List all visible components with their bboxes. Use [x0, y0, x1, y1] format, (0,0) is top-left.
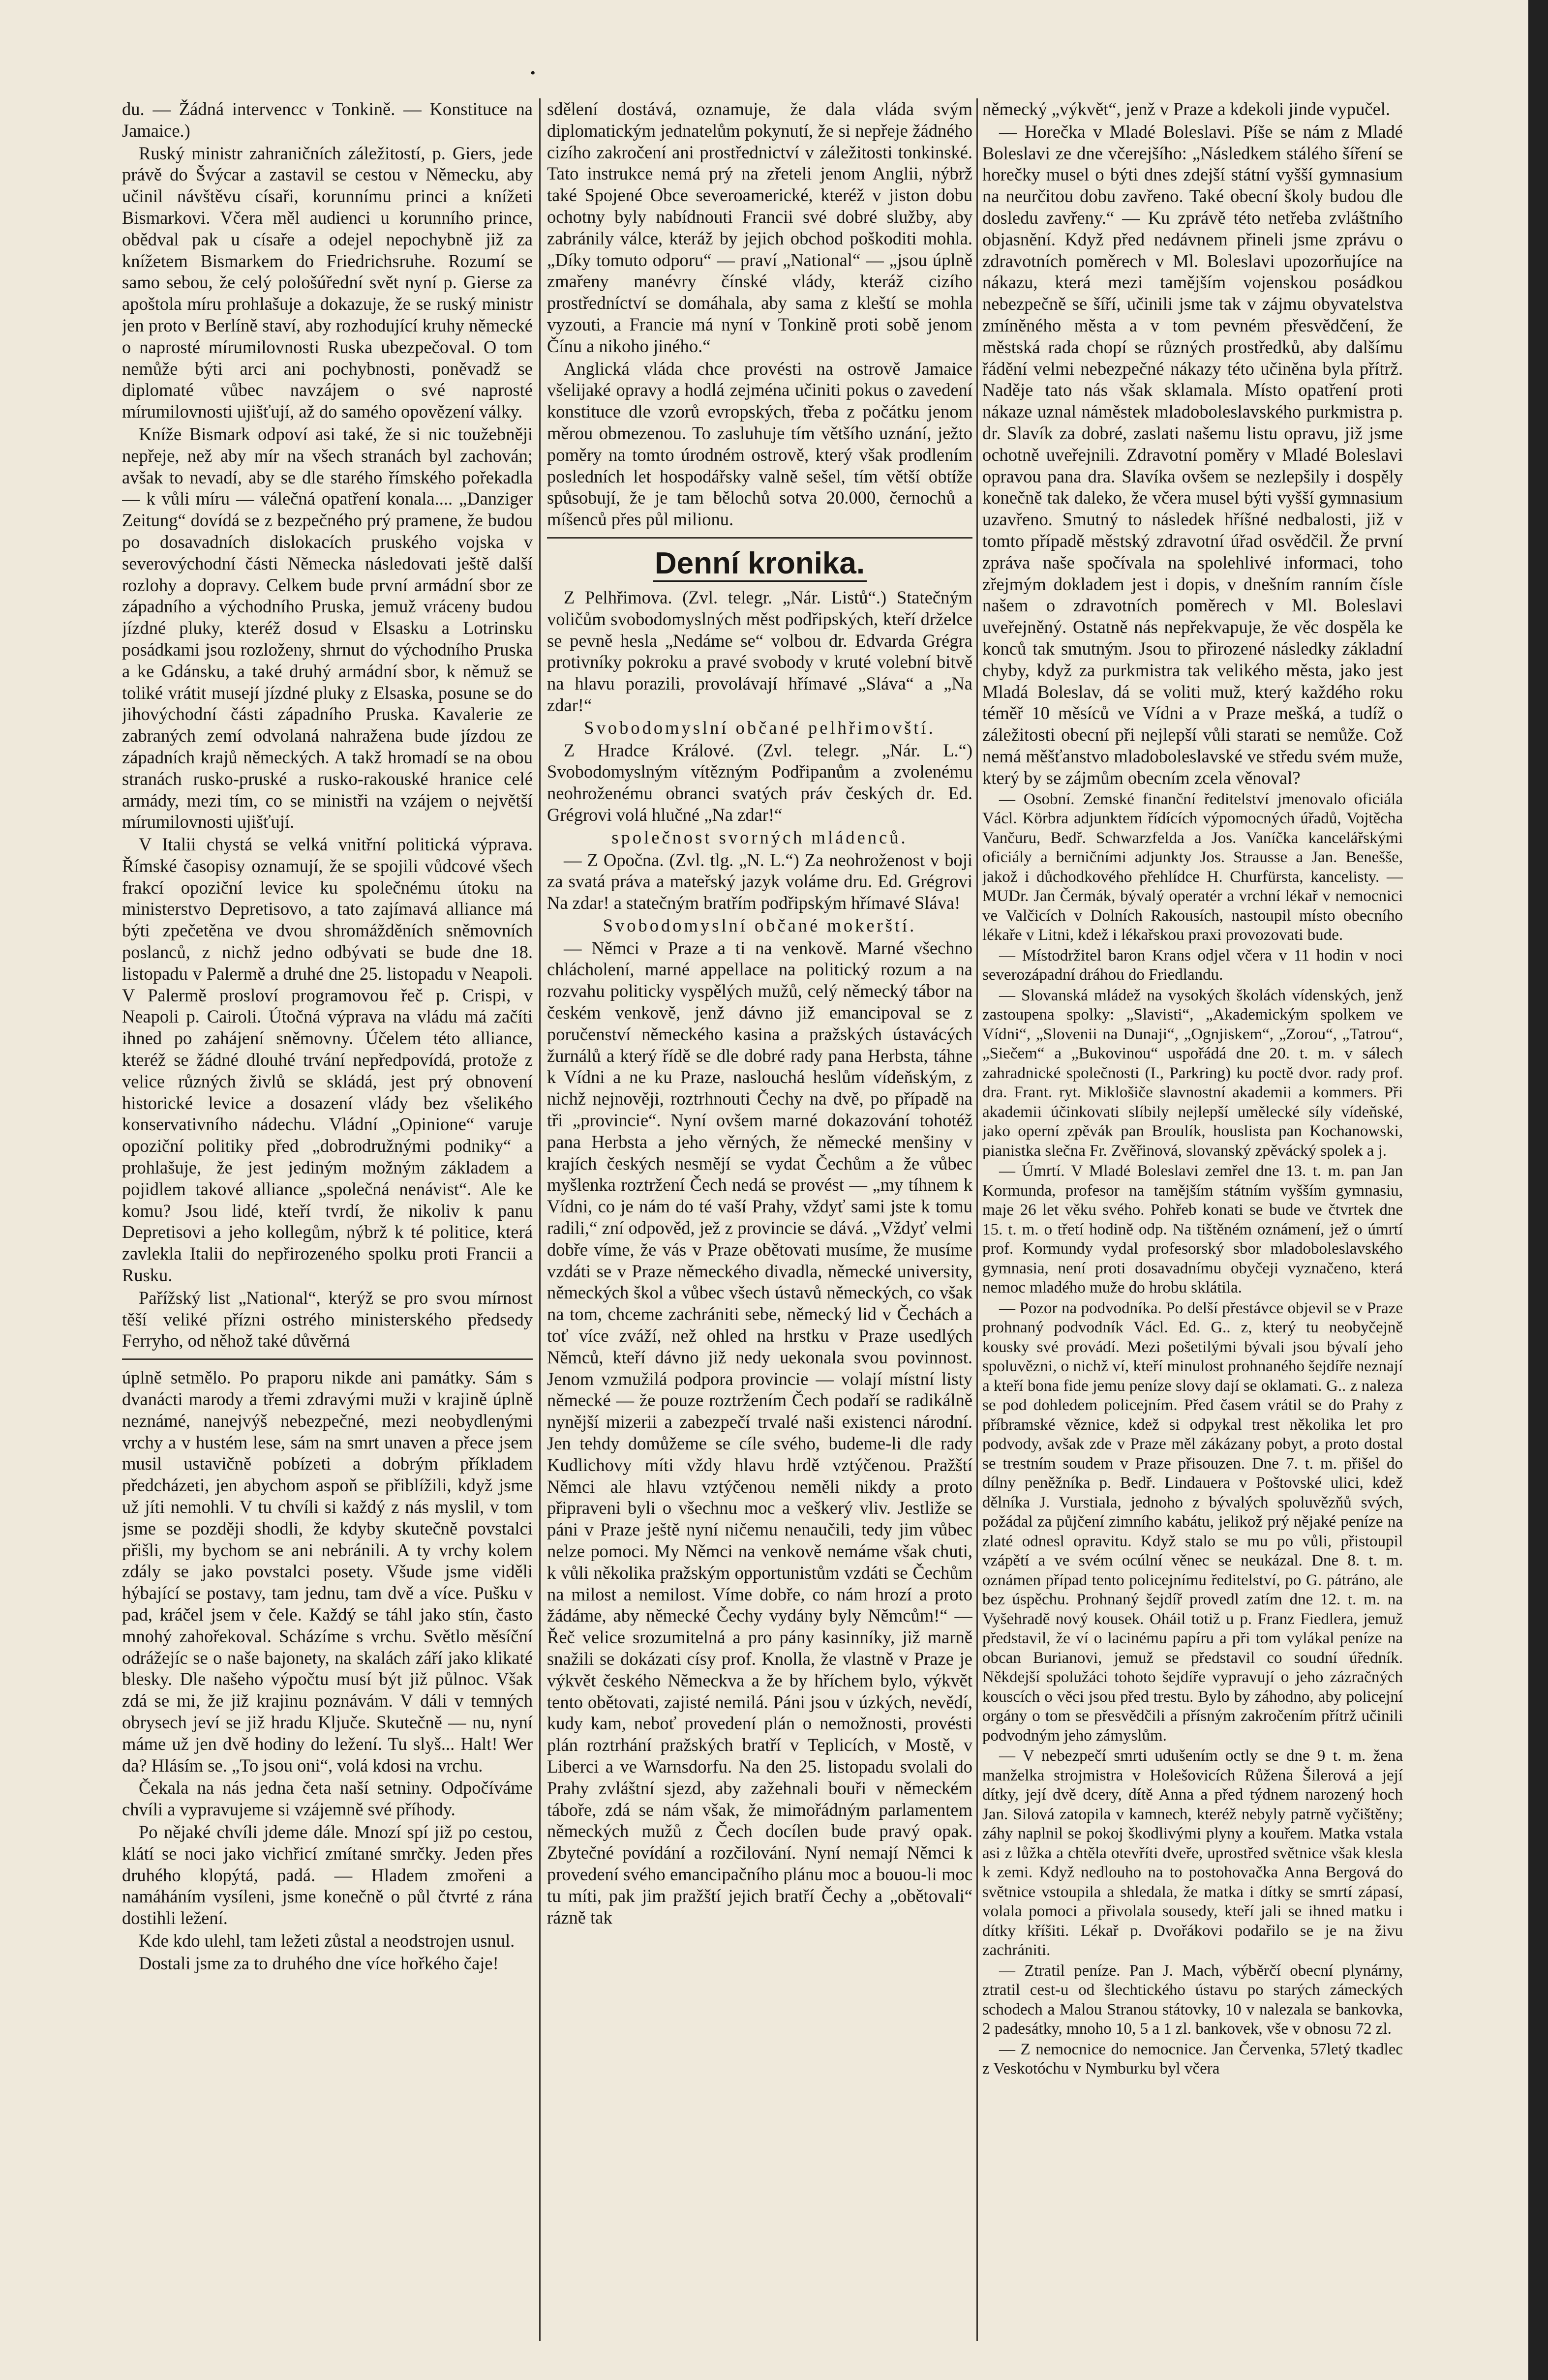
- news-hospital: — Z nemocnice do nemocnice. Jan Červenka, 57letý tkadlec z Veskotóchu v Nymburku byl včera: [982, 2040, 1403, 2078]
- news-swindler: — Pozor na podvodníka. Po delší přestávce objevil se v Praze prohnaný podvodník Václ. Ed. G.. z, který tu neobyčejně kousky své provádí. Mezi pošetilými bývali jsou bývalí jeho spoluvězni, o nichž ví, kteří minulost prohnaného šejdíře neznají a kteří bona fide jemu peníze slovy dají se oklamati. G.. z naleza se pod dohledem policejním. Před časem vrátil se do Prahy z příbramské věznice, kdež si odpykal trest několika let pro podvody, avšak zde v Praze měl zákázany pobyt, a proto dostal se trestním soudem v Praze přisouzen. Dne 7. t. m. přišel do dílny peněžníka p. Bedř. Lindauera v Poštovské ulici, kdež dělníka J. Vurstiala, jednoho z bývalých spoluvězňů svých, požádal za půjčení zimního kabátu, jelikož prý nějaké peníze na zlaté odnesl opravitu. Když stalo se mu po vůli, přistoupil vzápětí a ve svém ocúlní věnec se neukázal. Dne 8. t. m. oznámen případ tento policejnímu ředitelství, po G. pátráno, ale bez úspěchu. Prohnaný šejdíř provedl zatím dne 12. t. m. na Vyšehradě nový kousek. Oháil totiž u p. Franz Fiedlera, jemuž představil, že ví o lacinému papíru a při tom vylákal peníze na obcan Burianovi, jemuž se představil co soudní úředník. Někdejší spolužáci tohoto šejdíře vypravují o jeho zázračných kouscích o věci jsou před trestu. Bylo by záhodno, aby policejní orgány o tom se přesvědčili a přísným zakročením přítrž učinili podvodným jeho zámyslům.: [982, 1299, 1403, 1745]
- paragraph-bismarck: Kníže Bismark odpoví asi také, že si nic toužebněji nepřeje, než aby mír na všech stranách byl zachován; avšak to nevadí, aby se dle starého římského pořekadla — k vůli míru — válečná opatření konala.... „Danziger Zeitung“ dovídá se z bezpečného prý pramene, že budou po dosavadních dislokacích pruského vojska v severovýchodní části Německa následovati ještě další rozlohy a dopravy. Celkem bude první armádní sbor ze západního a východního Pruska, jemuž vráceny budou jízdné pluky, kteréž dosud v Elsasku a Lotrinsku posádkami jsou rozloženy, shrnut do východního Pruska a ke Gdánsku, a také druhý armádní sbor, k němuž se toliké vrátit musejí jízdné pluky z Elsaska, posune se do jihovýchodní části západního Pruska. Kavalerie ze zabraných zemí odvolaná nahražena bude jízdou ze západních krajů německých. A takž hromadí se na obou stranách rusko-pruské a rusko-rakouské hranice celé armády, mezi tím, co se ministři na vzájem o největší mírumilovnosti ujišťují.: [122, 423, 533, 832]
- paragraph-national: Pařížský list „National“, kterýž se pro svou mírnost těší veliké přízni ostrého ministerského předsedy Ferryho, od něhož také důvěrná: [122, 1287, 533, 1351]
- section-heading: Denní kronika.: [547, 545, 972, 582]
- scan-border: [1528, 0, 1548, 2380]
- column-rule: [539, 98, 541, 2341]
- paragraph-russia: Ruský ministr zahraničních záležitostí, p. Giers, jede právě do Švýcar a zastavil se cestou v Německu, aby učinil návštěvu císaři, korunnímu princi a knížeti Bismarkovi. Včera měl audienci u korunního prince, obědval pak u císaře a odejel nepochybně již za knížetem Bismarkem do Friedrichsruhe. Rozumí se samo sebou, že celý pološúřední svět nyní p. Gierse za apoštola míru prohlašuje a dokazuje, že se ruský ministr jen proto v Berlíně staví, aby rozhodující kruhy německé o naprosté mírumilovnosti Ruska ubezpečoval. O tom nemůže býti arci ani pochybnosti, poněvadž se diplomaté vůbec navzájem o své naprosté mírumilovnosti ujišťují, až do samého opovězení války.: [122, 143, 533, 422]
- feuilleton-paragraph: Dostali jsme za to druhého dne více hořkého čaje!: [139, 1953, 499, 1973]
- feuilleton-paragraph: Kde kdo ulehl, tam ležeti zůstal a neodstrojen usnul.: [139, 1930, 515, 1951]
- news-lost-money: — Ztratil peníze. Pan J. Mach, výběrčí obecní plynárny, ztratil cest-u od šlechtického ústavu po starých zámeckých schodech a Malou Stranou státovky, 10 v nalezala se bankovka, 2 padesátky, mnoho 10, 5 a 1 zl. bankovek, vše v obnosu 72 zl.: [982, 1961, 1403, 2038]
- column-3: [982, 98, 1403, 2356]
- paragraph-italy: V Italii chystá se velká vnitřní politická výprava. Římské časopisy oznamují, že se spojili vůdcové všech frakcí opoziční levice ku společnému útoku na ministerstvo Depretisovo, a tato zajímavá alliance má býti zpečetěna ve dvou shromážděních sněmovních poslanců, z nichž jedno odbývati se bude dne 18. listopadu v Palermě a druhé dne 25. listopadu v Neapoli. V Palermě prosloví programovou řeč p. Crispi, v Neapoli p. Cairoli. Útočná výprava na vládu má začíti ihned po zahájení sněmovny. Účelem této alliance, kteréž se žádné dlouhé trvání nepředpovídá, protože z velice různých živlů se skládá, jest prý obnovení historické levice a dosazení vlády bez všelikého konservativního nádechu. Vládní „Opinione“ varuje opoziční politiky před „dobrodružnými podniky“ a prohlašuje, že jest jediným možným základem a pojidlem takové alliance „společná nenávist“. Ale ke komu? Jsou lidé, kteří tvrdí, že nikoliv k panu Depretisovi a jeho kollegům, nýbrž k té politice, která zavlekla Italii do nepřirozeného spolku proti Francii a Rusku.: [122, 834, 533, 1286]
- column-2: [547, 98, 972, 2356]
- column-rule: [976, 98, 978, 2341]
- news-fever: — Horečka v Mladé Boleslavi. Píše se nám z Mladé Boleslavi ze dne včerejšího: „Následkem stálého šíření se horečky musel o býti dnes zdejší státní vyšší gymnasium na neurčitou dobu zavřeno. Také obecní školy budou dle dosledu zavřeny.“ — Ku zprávě této netřeba zvláštního objasnění. Když před nedávnem přineli jsme zprávu o zdravotních poměrech v Ml. Boleslavi upozorňujíce na nákazu, která mezi tamějším vojenskou posádkou nebezpečně se šíří, učinili jsme tak v zájmu obyvatelstva zmíněného města a v tom pevném přesvědčení, že městská rada chopí se různých prostředků, aby dalšímu řádění velmi nebezpečné nákazy této učiněna byla přítrž. Naděje tato nás však sklamala. Místo opatření proti nákaze uznal náměstek mladoboleslavského purkmistra p. dr. Slavík za dobré, zaslati našemu listu opravu, již jsme ochotně uveřejnili. Zdravotní poměry v Mladé Boleslavi opravou pana dra. Slavíka ovšem se nezlepšily i dospěly konečně tak daleko, že včera musel býti vyšší gymnasium uzavřeno. Smutný to následek hříšné nedbalosti, již v tomto případě městský zdravotní úřad osvědčil. Že první zpráva naše spočívala na spolehlivé informaci, toho zřejmým dokladem jest i dopis, v dnešním ranním čísle našem o zdravotních poměrech v Ml. Boleslavi uveřejněný. Ostatně nás nepřekvapuje, že věc dospěla ke konců tak smutným. Jsou to přirozené následky základní chyby, když za purkmistra tak velikého města, jako jest Mladá Boleslav, dá se voliti muž, který každého roku téměř 10 měsíců ve Vídni a v Praze mešká, a tudíž o záležitosti obecní při nejlepší vůli starati se nemůže. Což nemá měšťanstvo mladoboleslavské ve středu svém muže, který by se zájmům obecním zcela věnoval?: [982, 121, 1403, 788]
- paragraph-jamaica: Anglická vláda chce provésti na ostrově Jamaice všelijaké opravy a hodlá zejména učiniti pokus o zavedení konstituce dle vzorů evropských, třeba z počátku jenom měrou obmezenou. To zasluhuje tím většího uznání, ježto poměry na tomto úrodném ostrově, který však prodlením posledních let hospodářsky valně sešel, tím větší obtíže spůsobují, že je tam bělochů sotva 20.000, černochů a míšenců přes půl milionu.: [547, 358, 972, 530]
- telegram-hradec: Z Hradce Králové. (Zvl. telegr. „Nár. L.“) Svobodomyslným vítězným Podřipanům a zvolenému neohroženému obranci svatých práv českých dr. Ed. Grégrovi volá hlučné „Na zdar!“: [547, 740, 972, 825]
- signature: Svobodomyslní občané pelhřimovští.: [584, 717, 936, 738]
- news-death: — Úmrtí. V Mladé Boleslavi zemřel dne 13. t. m. pan Jan Kormunda, profesor na tamějším státním vyšším gymnasiu, maje 26 let věku svého. Pohřeb konati se bude ve čtvrtek dne 15. t. m. o třetí hodině odp. Na tištěném oznámení, jež o úmrtí prof. Kormundy vydal profesorský sbor mladoboleslavského gymnasia, není proti dosavadnímu obyčeji vyznačeno, která nemoc mladého muže do hrobu sklátila.: [982, 1162, 1403, 1296]
- feuilleton-paragraph: úplně setmělo. Po praporu nikde ani památky. Sám s dvanácti marody a třemi zdravými muži v krajině úplně neznámé, nanejvýš nebezpečné, mezi neobydlenými vrchy a v hustém lese, sám na smrt unaven a přece jsem musil ustavičně pobízeti a dobrým příkladem předcházeti, jen abychom aspoň se přiblížili, když jsme už jíti nemohli. V tu chvíli si každý z nás myslil, v tom jsme se později shodli, že kdyby skutečně povstalci přišli, my bychom se ani nebránili. A ty vrchy kolem zdály se jako povstalci posety. Všude jsme viděli hýbající se postavy, tam jednu, tam dvě a více. Pušku v pad, kráčel jsem v čele. Každý se táhl jako stín, často mnohý zahořekoval. Scházíme s vrchu. Světlo měsíční odrážejíc se o naše bajonety, na skalách září jako klikaté blesky. Dle našeho výpočtu musí být již půlnoc. Však zdá se mi, že již krajinu poznávám. V dáli v temných obrysech jeví se již hradu Ključe. Skutečně — nu, nyní máme už jen dvě hodiny do ležení. Tu slyš... Halt! Wer da? Hlásím se. „To jsou oni“, volá kdosi na vrchu.: [122, 1367, 533, 1776]
- article-intro: du. — Žádná intervencc v Tonkině. — Konstituce na Jamaice.): [122, 99, 533, 141]
- section-divider: [547, 537, 972, 539]
- article-germans: — Němci v Praze a ti na venkově. Marné všechno chlácholení, marné appellace na politický rozum a na rozvahu politicky vyspělých mužů, celý německý tábor na českém venkově, jenž dávno již emancipoval se z poručenství německého kasina a pražských ústavácých žurnálů a který řídě se dle dobré rady pana Herbsta, táhne k Vídni a ne ku Praze, naslouchá heslům vídeňským, z nichž nejnověji, roztrhnouti Čechy na dvě, po případě na tři „provincie“. Nyní ovšem marné dokazování tohotéž pana Herbsta a jeho věrných, že německé menšiny v krajích českých nesmějí se vydat Čechům a že vůbec myšlenka roztržení Čech nedá se provést — „my tíhnem k Vídni, co je nám do té vaší Prahy, vždyť sami jste k tomu radili,“ zní odpověd, jež z provincie se dává. „Vždyť velmi dobře víme, že vás v Praze obětovati musíme, že musíme vzdáti se v Praze německého divadla, německé university, německých škol a vůbec všech ústavů německých, co však na tom, chceme zachrániti sebe, německý lid v Čechách a toť více zváží, než ohled na hrstku v Praze usedlých Němců, kteří dávno již nedy uekonala svou povinnost. Jenom vzmužilá podpora provincie — volají místní listy německé — že pouze roztržením Čech podaří se radikálně nynější mizerii a zabezpečí trvalé naši existenci národní. Jen tehdy domůžeme se cíle svého, budeme-li dle rady Kudlichovy míti vždy hlavu hrdě vztýčenou. Pražští Němci ale hlavu vztýčenou neměli nikdy a proto připraveni byli o všechnu moc a veškerý vliv. Jestliže se páni v Praze ještě nyní ničemu nenaučili, tedy jim vůbec nelze pomoci. My Němci na venkově nemáme však chuti, k vůli několika pražským opportunistům vzdáti se Čechům na milost a nemilost. Víme dobře, co nám hrozí a proto žádáme, aby německé Čechy vydány byly Němcům!“ — Řeč velice srozumitelná a pro pány kasinníky, již marně snažili se dokázati císy prof. Knolla, že vlastně v Praze je výkvět českého Německva a že by hříchem bylo, výkvět tento obětovati, zajisté nemilá. Páni jsou v úzkých, nevědí, kudy kam, neboť provedení plán o nemožnosti, provésti plán roztrhání pražských bratří v Teplicích, v Mostě, v Liberci a ve Warnsdorfu. Na den 25. listopadu svolali do Prahy zvláštní sjezd, aby zažehnali bouři v německém táboře, zdá se nám však, že mimořádným parlamentem německých mužů z Čech docílen bude pravý opak. Zbytečné povídání a rozčilování. Nyní nemají Němci k provedení svého emancipačního plánu moc a bouou-li moc tu míti, pak jim pražští jejich bratří Čechy a „obětovali“ rázně tak: [547, 937, 972, 1928]
- signature: společnost svorných mládenců.: [611, 827, 908, 847]
- news-suffocation: — V nebezpečí smrti udušením octly se dne 9 t. m. žena manželka strojmistra v Holešovicích Růžena Šilerová a její dítky, její dvě dcery, dítě Anna a před týdnem narozený hoch Jan. Silová zatopila v kamnech, kteréž nebyly patrně vyčištěny; záhy naplnil se pokoj škodlivými plyny a kouřem. Matka vstala asi z lůžka a chtěla otevříti dveře, uprostřed světnice však klesla k zemi. Když nedlouho na to postohovačka Anna Bergová do světnice vstoupila a shledala, že matka i dítky se smrtí zápasí, volala pomoci a přivolala sousedy, kteří jali se ihned matku i dítky kříšiti. Lékař p. Dvořákovi podařilo se je na živu zachrániti.: [982, 1747, 1403, 1959]
- column-1: [122, 98, 533, 2356]
- feuilleton-paragraph: Po nějaké chvíli jdeme dále. Mnozí spí již po cestou, klátí se noci jako vichřicí zmítané smrčky. Jeden přes druhého klopýtá, padá. — Hladem zmořeni a namáháním vysíleni, jsme konečně o půl čtvrté z rána dostihli ležení.: [122, 1821, 533, 1928]
- section-divider: [122, 1358, 533, 1360]
- news-slavic-youth: — Slovanská mládež na vysokých školách vídenských, jenž zastoupena spolky: „Slavisti“, „Akademickým spolkem ve Vídni“, „Slovenii na Dunaji“, „Ognjiskem“, „Zorou“, „Tatrou“, „Siečem“ a „Bukovinou“ uspořádá dne 20. t. m. v sálech zahradnické společnosti (I., Parkring) ku poctě dvor. rady prof. dra. Frant. ryt. Miklošiče slavnostní akademii a kommers. Při akademii účinkovati slíbily nejlepší umělecké síly vídeňské, jako operní zpěvák pan Broulík, houslista pan Kochanowski, pianistka slečna Fr. Zvěřinová, slovanský zpěvácký spolek a j.: [982, 986, 1403, 1160]
- printer-mark: •: [530, 65, 536, 81]
- paragraph-cont: německý „výkvět“, jenž v Praze a kdekoli jinde vypučel.: [982, 99, 1391, 119]
- telegram-opocno: — Z Opočna. (Zvl. tlg. „N. L.“) Za neohroženost v boji za svatá práva a mateřský jazyk voláme dru. Ed. Grégrovi Na zdar! a statečným bratřím podřipským hřímavé Sláva!: [547, 849, 972, 913]
- news-personal: — Osobní. Zemské finanční ředitelství jmenovalo oficiála Václ. Körbra adjunktem řídících výpomocných úřadů, Vojtěcha Vančuru, Bedř. Schwarzfelda a Jos. Vaníčka kancelářskými oficiály a berničními adjunkty Jos. Strausse a Jan. Benešše, jakož i důchodkového přehlídce H. Churfürsta, kancelisty. — MUDr. Jan Čermák, bývalý operatér a vrchní lékař v nemocnici ve Valčicích v Dolních Rakousích, nastoupil místo obecního lékaře v Litni, kdež i lékařskou praxi provozovati bude.: [982, 790, 1403, 944]
- paragraph-national-cont: sdělení dostává, oznamuje, že dala vláda svým diplomatickým jednatelům pokynutí, že si nepřeje žádného cizího zakročení ani prostřednictví v záležitosti tonkinské. Tato instrukce nemá prý na zřeteli jenom Anglii, nýbrž také Spojené Obce severoamerické, kteréž v jiston dobu ochotny byly nabídnouti Francii své dobré služby, aby zabránily válce, kteráž by jejich obchod poškoditi mohla. „Díky tomuto odporu“ — praví „National“ — „jsou úplně zmařeny manévry čínské vlády, kteráž cizího prostředníctví se domáhala, aby sama z kleští se mohla vyzouti, a Francie má nyní v Tonkině proti sobě jenom Čínu a nikoho jiného.“: [547, 99, 972, 356]
- telegram-pelhrimov: Z Pelhřimova. (Zvl. telegr. „Nár. Listů“.) Statečným voličům svobodomyslných měst podřipských, kteří drželce se pevně hesla „Nedáme se“ volbou dr. Edvarda Grégra protivníky pokroku a pravé svobody v kruté volební bitvě na hlavu porazili, provolávají hřímavé „Sláva“ a „Na zdar!“: [547, 587, 972, 715]
- news-governor: — Místodržitel baron Krans odjel včera v 11 hodin v noci severozápadní dráhou do Friedlandu.: [982, 946, 1403, 984]
- signature: Svobodomyslní občané mokerští.: [603, 915, 917, 935]
- feuilleton-paragraph: Čekala na nás jedna četa naší setniny. Odpočíváme chvíli a vypravujeme si vzájemně své příhody.: [122, 1777, 533, 1820]
